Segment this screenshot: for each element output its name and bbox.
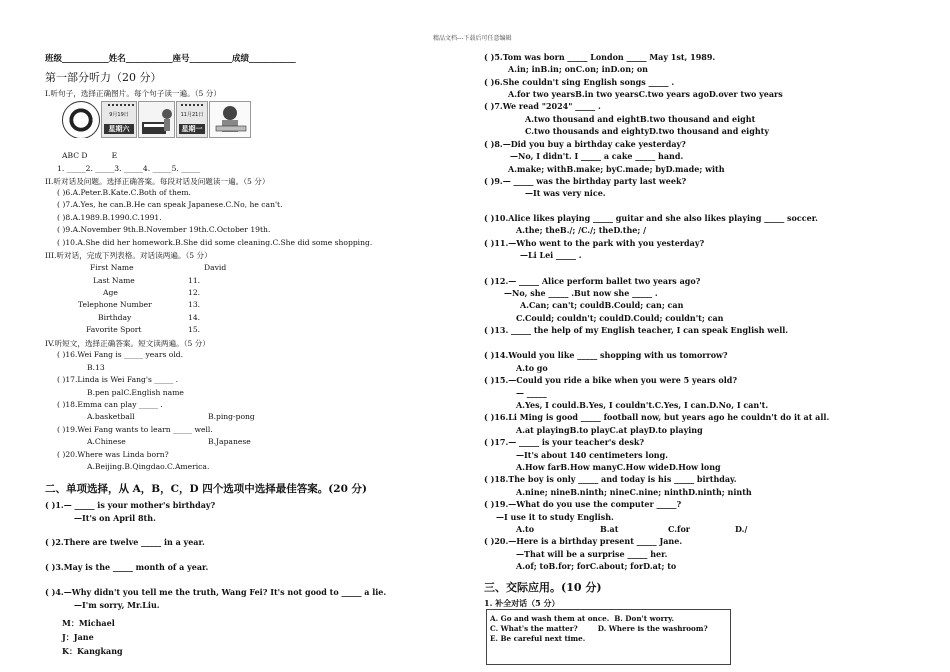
choice-q14-options: A.to go [516,363,548,373]
choice-q17-options: A.How farB.How manyC.How wideD.How long [516,462,721,472]
choice-q2: ( )2.There are twelve _____ in a year. [45,537,205,547]
choice-q20: ( )20.—Here is a birthday present _____ Jane. [484,536,683,546]
listening-q17-options: B.pen palC.English name [87,388,184,397]
listening-q18-option-a: A.basketball [87,412,135,421]
choice-q8-reply: —No, I didn't. I _____ a cake _____ hand. [510,151,684,161]
choice-q19-option: D./ [735,524,748,534]
choice-q16: ( )16.Li Ming is good _____ football now, but years ago he couldn't do it at all. [484,412,830,422]
choice-q18: ( )18.The boy is only _____ and today is his _____ birthday. [484,474,737,484]
choice-q5: ( )5.Tom was born _____ London _____ May 1st, 1989. [484,52,716,62]
choice-q1-reply: —It's on April 8th. [74,513,156,523]
student-info-line: 班级___________姓名___________座号__________成绩___________ [45,54,296,64]
sec1-heading: I.听句子，选择正确图片。每个句子读一遍。（5 分） [45,89,221,98]
choice-q12: ( )12.— _____ Alice perform ballet two years ago? [484,276,701,286]
listening-q10: ( )10.A.She did her homework.B.She did some cleaning.C.She did some shopping. [57,238,373,247]
listening-q19-option-b: B.Japanese [208,437,251,446]
choice-q19-reply: —I use it to study English. [496,512,614,522]
speaker-key: K：Kangkang [62,646,123,656]
choice-q15-options: A.Yes, I could.B.Yes, I couldn't.C.Yes, I can.D.No, I can't. [516,400,769,410]
choice-q12-reply: —No, she _____ .But now she _____ . [504,288,658,298]
table-row-num: 13. [188,300,201,309]
listening-q20: ( )20.Where was Linda born? [57,450,169,459]
options-line: E. Be careful next time. [490,634,586,643]
sec2-heading: II.听对话及问题。选择正确答案。每段对话及问题读一遍。（5 分） [45,177,270,186]
table-row-num: 11. [188,276,201,285]
choice-q11-reply: —Li Lei _____ . [520,250,582,260]
sec3-heading: III.听对话，完成下列表格。对话读两遍。（5 分） [45,251,212,260]
choice-q17-reply: —It's about 140 centimeters long. [516,450,668,460]
choice-q9: ( )9.— _____ was the birthday party last week? [484,176,687,186]
table-row-num: 15. [188,325,201,334]
choice-q19-option: B.at [600,524,619,534]
choice-q12-options: A.Can; can't; couldB.Could; can; can [520,300,684,310]
table-header-value: David [204,263,227,272]
choice-q12-options: C.Could; couldn't; couldD.Could; couldn't; can [516,313,724,323]
choice-q19: ( )19.—What do you use the computer _____? [484,499,682,509]
listening-q19-option-a: A.Chinese [87,437,126,446]
calendar-icon: 9月19日 星期六 [101,101,137,138]
choice-q19-option: C.for [668,524,691,534]
choice-q20-reply: —That will be a surprise _____ her. [516,549,668,559]
boy-reading-icon [209,101,251,138]
choice-q6-options: A.for two yearsB.in two yearsC.two years agoD.over two years [508,89,783,99]
part2-title: 二、单项选择，从 A，B，C，D 四个选项中选择最佳答案。(20 分) [45,483,367,495]
part3-title: 三、交际应用。(10 分) [484,581,602,594]
choice-q15: ( )15.—Could you ride a bike when you were 5 years old? [484,375,738,385]
piano-girl-icon [138,101,175,138]
choice-q5-options: A.in; inB.in; onC.on; inD.on; on [508,64,648,74]
page-header: 精品文档---下载后可任意编辑 [433,35,512,42]
listening-q19: ( )19.Wei Fang wants to learn _____ well. [57,425,213,434]
table-row-label: Favorite Sport [86,325,142,334]
choice-q6: ( )6.She couldn't sing English songs _____ . [484,77,675,87]
table-row-num: 12. [188,288,201,297]
listening-q7: ( )7.A.Yes, he can.B.He can speak Japanese.C.No, he can't. [57,200,283,209]
listening-q17: ( )17.Linda is Wei Fang's _____ . [57,375,179,384]
options-line: C. What's the matter? D. Where is the washroom? [490,624,708,633]
choice-q4-reply: —I'm sorry, Mr.Liu. [74,600,160,610]
choice-q8-options: A.make; withB.make; byC.made; byD.made; with [508,164,725,174]
options-line: A. Go and wash them at once. B. Don't worry. [490,614,674,623]
choice-q4: ( )4.—Why didn't you tell me the truth, Wang Fei? It's not good to _____ a lie. [45,587,387,597]
choice-q9-reply: —It was very nice. [525,188,606,198]
choice-q15-reply: — _____ [516,388,547,398]
choice-q11: ( )11.—Who went to the park with you yesterday? [484,238,705,248]
part3-subtitle: 1. 补全对话（5 分） [484,598,560,608]
choice-q10-options: A.the; theB./; /C./; theD.the; / [516,225,647,235]
options-box [486,609,731,665]
calendar-icon: 11月21日 星期一 [176,101,208,138]
listening-q9: ( )9.A.November 9th.B.November 19th.C.October 19th. [57,225,271,234]
choice-q1: ( )1.— _____ is your mother's birthday? [45,500,216,510]
sec1-picture-letters: ABC D E [62,151,118,160]
table-row-label: Age [103,288,118,297]
listening-q18: ( )18.Emma can play _____ . [57,400,163,409]
table-row-num: 14. [188,313,201,322]
listening-q16: ( )16.Wei Fang is _____ years old. [57,350,184,359]
choice-q17: ( )17.— _____ is your teacher's desk? [484,437,645,447]
listening-q18-option-b: B.ping-pong [208,412,255,421]
choice-q8: ( )8.—Did you buy a birthday cake yesterday? [484,139,686,149]
table-header-label: First Name [90,263,134,272]
choice-q16-options: A.at playingB.to playC.at playD.to playing [516,425,703,435]
choice-q20-options: A.of; toB.for; forC.about; forD.at; to [516,561,677,571]
sec4-heading: IV.听短文，选择正确答案。短文读两遍。（5 分） [45,339,210,348]
table-row-label: Telephone Number [78,300,152,309]
choice-q7: ( )7.We read "2024" _____ . [484,101,601,111]
soccer-ball-icon [62,101,100,138]
choice-q18-options: A.nine; nineB.ninth; nineC.nine; ninthD.ninth; ninth [516,487,752,497]
choice-q3: ( )3.May is the _____ month of a year. [45,562,209,572]
listening-q16-option: B.13 [87,363,105,372]
table-row-label: Last Name [93,276,135,285]
table-row-label: Birthday [98,313,132,322]
listening-q8: ( )8.A.1989.B.1990.C.1991. [57,213,162,222]
speaker-key: J：Jane [62,632,94,642]
speaker-key: M：Michael [62,618,115,628]
choice-q14: ( )14.Would you like _____ shopping with us tomorrow? [484,350,728,360]
part1-title: 第一部分听力（20 分） [45,71,162,84]
choice-q19-option: A.to [516,524,535,534]
choice-q13: ( )13. _____ the help of my English teacher, I can speak English well. [484,325,789,335]
choice-q7-options: A.two thousand and eightB.two thousand and eight [525,114,756,124]
choice-q10: ( )10.Alice likes playing _____ guitar and she also likes playing _____ soccer. [484,213,818,223]
sec1-answer-blanks: 1. _____2. _____3. _____4. _____5. _____ [57,164,201,173]
listening-q6: ( )6.A.Peter.B.Kate.C.Both of them. [57,188,191,197]
choice-q7-options: C.two thousands and eightyD.two thousand and eighty [525,126,769,136]
listening-q20-options: A.Beijing.B.Qingdao.C.America. [87,462,210,471]
